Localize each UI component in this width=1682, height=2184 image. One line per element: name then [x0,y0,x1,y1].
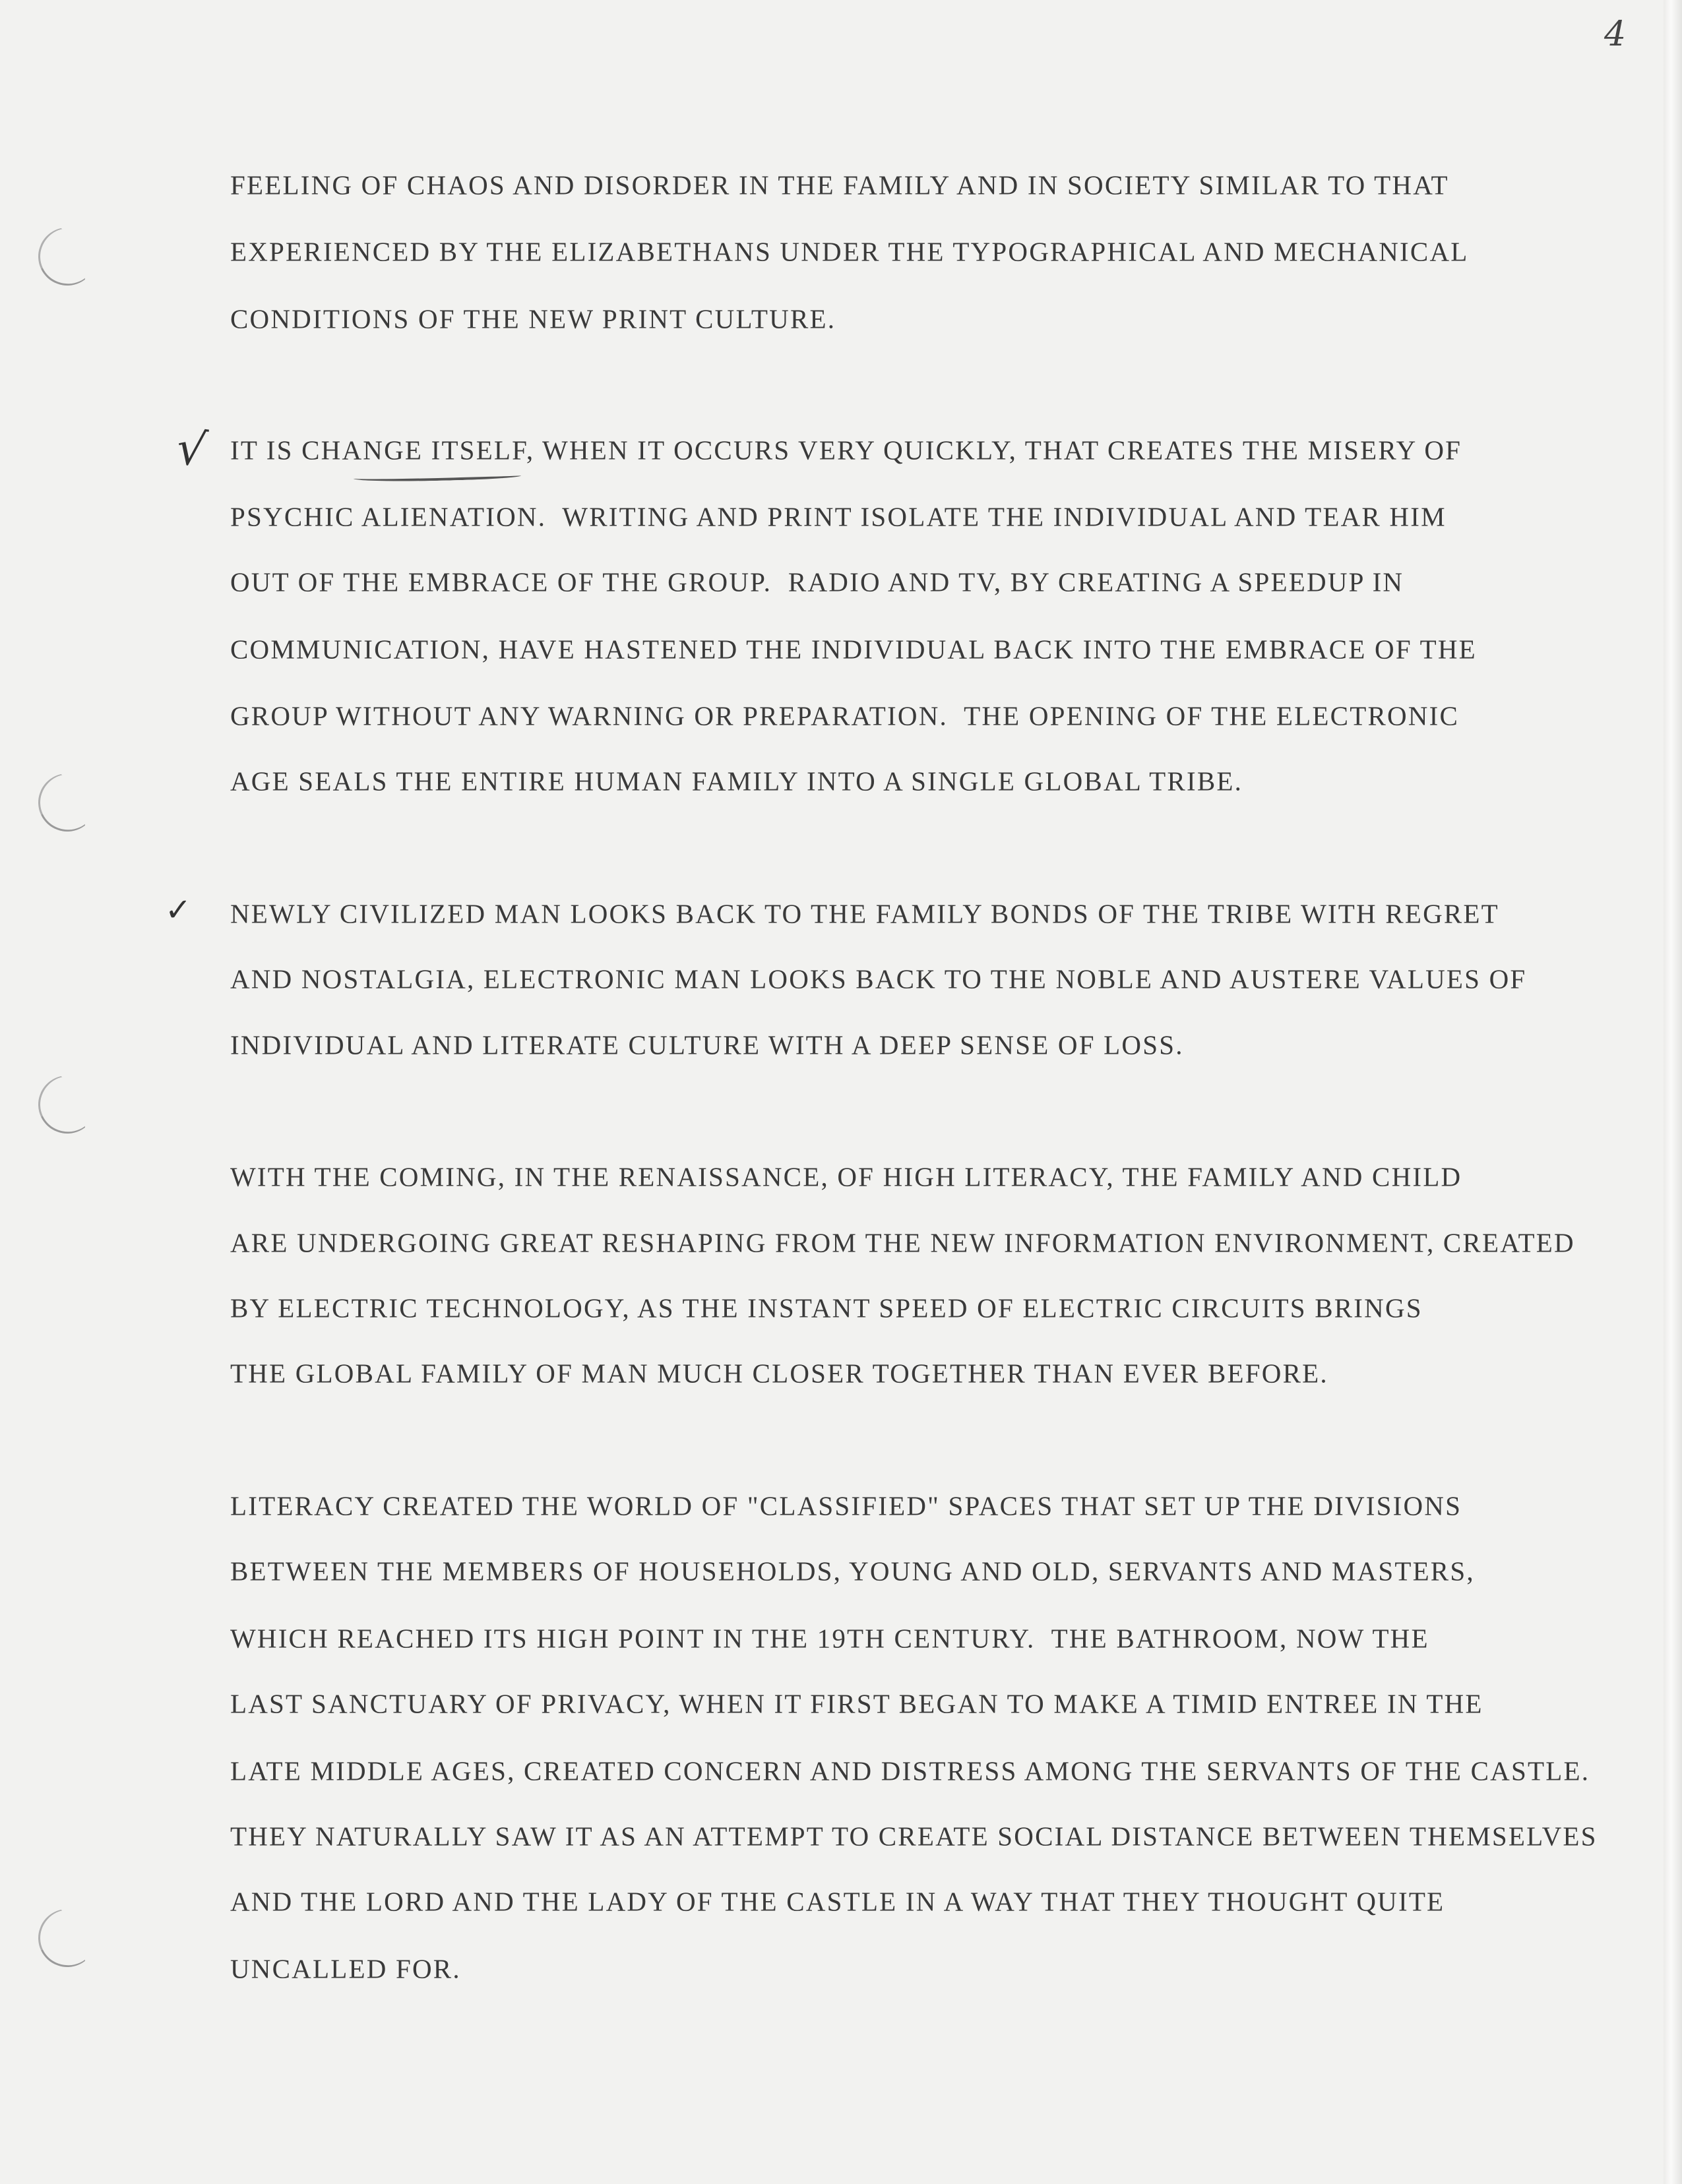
binder-hole [30,1901,105,1976]
text-line: WITH THE COMING, IN THE RENAISSANCE, OF HIGH LITERACY, THE FAMILY AND CHILD [230,1161,1462,1192]
text-line: OUT OF THE EMBRACE OF THE GROUP. RADIO AND TV, BY CREATING A SPEEDUP IN [230,566,1404,597]
text-line: UNCALLED FOR. [230,1953,461,1984]
text-line: COMMUNICATION, HAVE HASTENED THE INDIVIDUAL BACK INTO THE EMBRACE OF THE [230,634,1477,665]
binder-hole [30,1068,105,1142]
text-line: EXPERIENCED BY THE ELIZABETHANS UNDER THE TYPOGRAPHICAL AND MECHANICAL [230,236,1469,267]
text-line: AND THE LORD AND THE LADY OF THE CASTLE IN A WAY THAT THEY THOUGHT QUITE [230,1886,1445,1917]
text-line: LATE MIDDLE AGES, CREATED CONCERN AND DISTRESS AMONG THE SERVANTS OF THE CASTLE. [230,1755,1590,1786]
check-mark-icon: ✓ [165,892,192,928]
page-edge [1664,0,1682,2184]
handwritten-underline [354,471,521,483]
text-line: CONDITIONS OF THE NEW PRINT CULTURE. [230,303,836,334]
text-line: INDIVIDUAL AND LITERATE CULTURE WITH A DEEP SENSE OF LOSS. [230,1029,1184,1060]
text-line: ARE UNDERGOING GREAT RESHAPING FROM THE NEW INFORMATION ENVIRONMENT, CREATED [230,1227,1575,1258]
binder-hole [30,766,105,840]
text-line: LITERACY CREATED THE WORLD OF "CLASSIFIED" SPACES THAT SET UP THE DIVISIONS [230,1490,1462,1521]
binder-hole [30,220,105,294]
text-line: WHICH REACHED ITS HIGH POINT IN THE 19TH CENTURY. THE BATHROOM, NOW THE [230,1623,1429,1654]
text-line: NEWLY CIVILIZED MAN LOOKS BACK TO THE FAMILY BONDS OF THE TRIBE WITH REGRET [230,898,1499,929]
text-line: FEELING OF CHAOS AND DISORDER IN THE FAMILY AND IN SOCIETY SIMILAR TO THAT [230,169,1449,200]
text-line: IT IS CHANGE ITSELF, WHEN IT OCCURS VERY QUICKLY, THAT CREATES THE MISERY OF [230,435,1462,466]
text-line: AND NOSTALGIA, ELECTRONIC MAN LOOKS BACK TO THE NOBLE AND AUSTERE VALUES OF [230,963,1527,994]
text-line: GROUP WITHOUT ANY WARNING OR PREPARATION. THE OPENING OF THE ELECTRONIC [230,700,1460,731]
text-line: BETWEEN THE MEMBERS OF HOUSEHOLDS, YOUNG AND OLD, SERVANTS AND MASTERS, [230,1556,1475,1587]
check-mark-icon: √ [173,420,210,478]
text-line: BY ELECTRIC TECHNOLOGY, AS THE INSTANT SPEED OF ELECTRIC CIRCUITS BRINGS [230,1292,1423,1323]
text-line: PSYCHIC ALIENATION. WRITING AND PRINT ISOLATE THE INDIVIDUAL AND TEAR HIM [230,501,1447,532]
text-line: LAST SANCTUARY OF PRIVACY, WHEN IT FIRST BEGAN TO MAKE A TIMID ENTREE IN THE [230,1688,1483,1719]
text-line: THE GLOBAL FAMILY OF MAN MUCH CLOSER TOGETHER THAN EVER BEFORE. [230,1358,1328,1389]
text-line: AGE SEALS THE ENTIRE HUMAN FAMILY INTO A SINGLE GLOBAL TRIBE. [230,766,1243,797]
text-line: THEY NATURALLY SAW IT AS AN ATTEMPT TO CREATE SOCIAL DISTANCE BETWEEN THEMSELVES [230,1821,1598,1852]
page-number: 4 [1604,15,1627,54]
